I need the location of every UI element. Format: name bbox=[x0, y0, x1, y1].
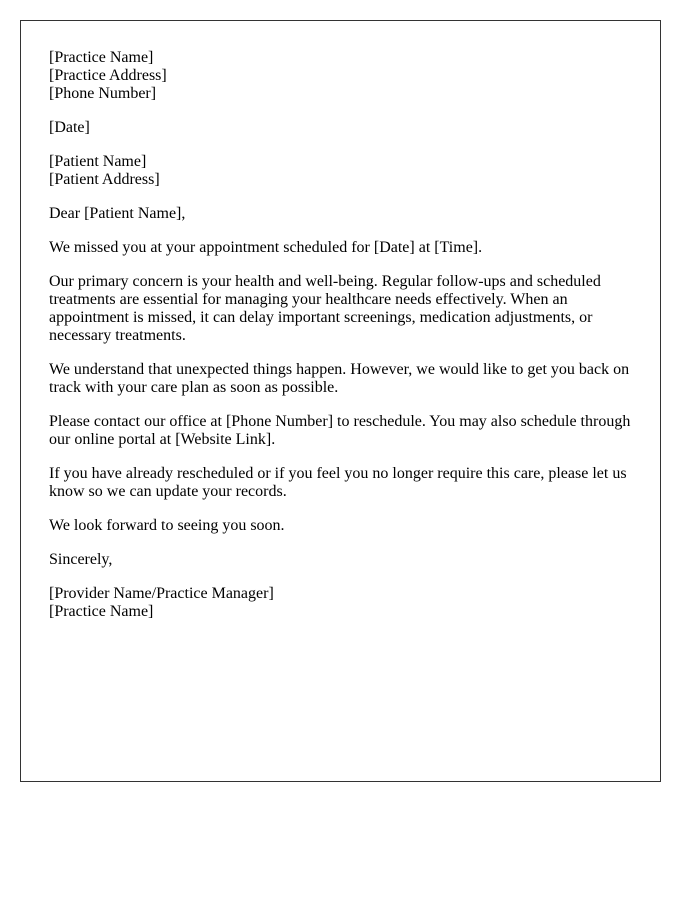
body-paragraph-look-forward: We look forward to seeing you soon. bbox=[49, 517, 285, 534]
salutation: Dear [Patient Name], bbox=[49, 205, 186, 222]
letter-date: [Date] bbox=[49, 119, 90, 136]
sender-block bbox=[49, 49, 632, 103]
recipient-block bbox=[49, 153, 632, 189]
closing: Sincerely, bbox=[49, 551, 113, 568]
body-paragraph-health-concern: Our primary concern is your health and well-being. Regular follow-ups and scheduled treatments are essential for managing your healthcare needs effectively. When an appointment is missed, it can delay important screenings, medication adjustments, or necessary treatments. bbox=[49, 273, 601, 344]
body-paragraph-contact: Please contact our office at [Phone Number] to reschedule. You may also schedule through our online portal at [Website Link]. bbox=[49, 413, 631, 448]
sender-phone-number: [Phone Number] bbox=[49, 85, 157, 102]
signature-block bbox=[49, 585, 632, 621]
body-paragraph-understanding: We understand that unexpected things happen. However, we would like to get you back on track with your care plan as soon as possible. bbox=[49, 361, 630, 396]
body-paragraph-missed-appointment: We missed you at your appointment scheduled for [Date] at [Time]. bbox=[49, 239, 483, 256]
sender-practice-address: [Practice Address] bbox=[49, 67, 167, 84]
recipient-address: [Patient Address] bbox=[49, 171, 160, 188]
signature-practice-name: [Practice Name] bbox=[49, 603, 154, 620]
recipient-name: [Patient Name] bbox=[49, 153, 147, 170]
body-paragraph-already-rescheduled: If you have already rescheduled or if you feel you no longer require this care, please let us know so we can update your records. bbox=[49, 465, 627, 500]
letter-document bbox=[20, 20, 661, 782]
signature-provider: [Provider Name/Practice Manager] bbox=[49, 585, 274, 602]
sender-practice-name: [Practice Name] bbox=[49, 49, 154, 66]
